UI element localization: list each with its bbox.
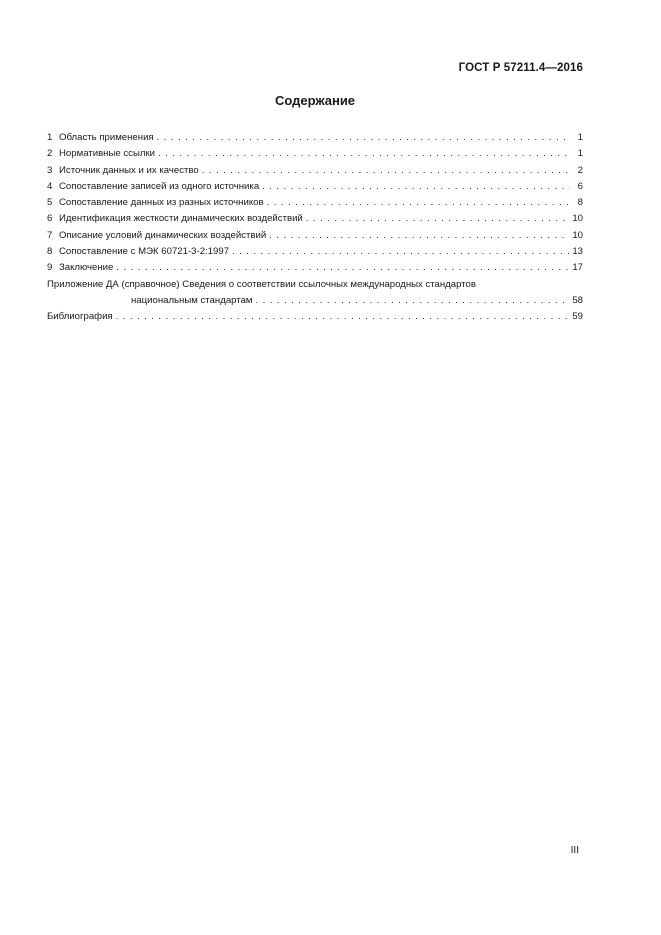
toc-leader-dots bbox=[158, 146, 570, 162]
toc-entry[interactable] bbox=[47, 130, 583, 146]
toc-bibliography-label: Библиография bbox=[47, 311, 113, 323]
toc-bibliography-entry[interactable] bbox=[47, 309, 583, 325]
toc-entry-label: Область применения bbox=[59, 132, 154, 143]
toc-entry-page: 10 bbox=[572, 229, 583, 241]
toc-entry-label: Источник данных и их качество bbox=[59, 164, 199, 176]
toc-entry-number: 9 bbox=[47, 262, 53, 274]
toc-entry-label: Заключение bbox=[59, 262, 114, 274]
toc-entry-label: Идентификация жесткости динамических воздействий bbox=[59, 213, 303, 225]
toc-entry-number: 8 bbox=[47, 246, 53, 258]
toc-entry-page: 1 bbox=[577, 132, 583, 143]
toc-entry[interactable] bbox=[47, 211, 583, 227]
toc-leader-dots bbox=[256, 293, 570, 309]
toc-entry[interactable] bbox=[47, 163, 583, 179]
toc-appendix-entry-continued[interactable] bbox=[47, 293, 583, 309]
toc-appendix-entry[interactable] bbox=[47, 277, 583, 293]
toc-entry[interactable] bbox=[47, 146, 583, 162]
toc-leader-dots bbox=[269, 228, 569, 244]
toc-entry[interactable] bbox=[47, 260, 583, 276]
toc-entry-page: 2 bbox=[577, 164, 583, 176]
toc-title: Содержание bbox=[274, 93, 356, 108]
toc-leader-dots bbox=[262, 179, 570, 195]
toc-entry-label: Сопоставление данных из разных источников bbox=[59, 197, 264, 209]
toc-entry-number: 5 bbox=[47, 197, 53, 209]
toc-entry[interactable] bbox=[47, 228, 583, 244]
toc-entry-page: 6 bbox=[577, 180, 583, 192]
toc-leader-dots bbox=[116, 260, 569, 276]
document-code: ГОСТ Р 57211.4—2016 bbox=[458, 62, 583, 74]
toc-leader-dots bbox=[232, 244, 569, 260]
toc-entry-number: 4 bbox=[47, 180, 53, 192]
toc-entry-page: 8 bbox=[577, 197, 583, 209]
toc-leader-dots bbox=[306, 211, 570, 227]
toc-leader-dots bbox=[157, 130, 570, 146]
table-of-contents bbox=[47, 130, 583, 326]
toc-appendix-label-line1: Приложение ДА (справочное) Сведения о соответствии ссылочных международных стандартов bbox=[47, 278, 476, 290]
toc-leader-dots bbox=[267, 195, 570, 211]
toc-appendix-page: 58 bbox=[572, 294, 583, 306]
toc-entry[interactable] bbox=[47, 179, 583, 195]
toc-entry-number: 6 bbox=[47, 213, 53, 225]
toc-entry-label: Описание условий динамических воздействий bbox=[59, 229, 267, 241]
toc-entry-label: Сопоставление с МЭК 60721-3-2:1997 bbox=[59, 246, 230, 258]
toc-entry-number: 3 bbox=[47, 164, 53, 176]
page-number: III bbox=[570, 845, 579, 856]
toc-entry-label: Сопоставление записей из одного источника bbox=[59, 180, 260, 192]
toc-entry-number: 2 bbox=[47, 148, 53, 160]
toc-entry-page: 1 bbox=[577, 148, 583, 160]
toc-entry-page: 10 bbox=[572, 213, 583, 225]
toc-appendix-label-line2: национальным стандартам bbox=[131, 294, 253, 306]
toc-leader-dots bbox=[202, 163, 570, 179]
toc-leader-dots bbox=[116, 309, 570, 325]
toc-entry[interactable] bbox=[47, 195, 583, 211]
toc-entry-label: Нормативные ссылки bbox=[59, 148, 156, 160]
toc-entry-number: 7 bbox=[47, 229, 53, 241]
toc-bibliography-page: 59 bbox=[572, 311, 583, 323]
toc-entry-number: 1 bbox=[47, 132, 53, 143]
toc-entry-page: 13 bbox=[572, 246, 583, 258]
toc-entry[interactable] bbox=[47, 244, 583, 260]
toc-entry-page: 17 bbox=[572, 262, 583, 274]
